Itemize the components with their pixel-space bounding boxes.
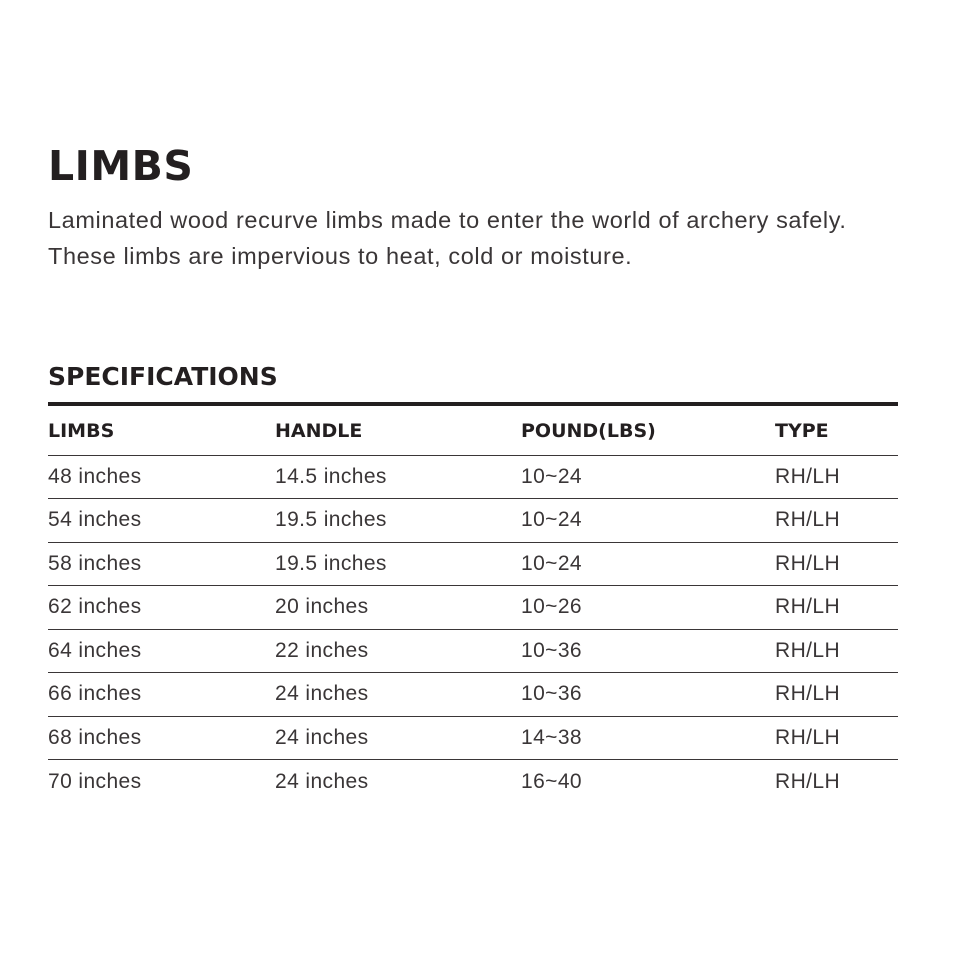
cell-type: RH/LH — [775, 586, 898, 630]
cell-pound: 16~40 — [521, 769, 582, 793]
cell-pound: 10~24 — [521, 455, 775, 499]
table-row — [48, 586, 898, 630]
specifications-heading: SPECIFICATIONS — [48, 362, 278, 391]
cell-limbs: 64 inches — [48, 629, 275, 673]
description-line-1: Laminated wood recurve limbs made to enter the world of archery safely. — [48, 207, 847, 233]
cell-limbs: 58 inches — [48, 542, 275, 586]
product-description — [48, 202, 908, 274]
column-header-handle: HANDLE — [275, 404, 521, 455]
cell-handle: 20 inches — [275, 586, 521, 630]
cell-type: RH/LH — [775, 716, 898, 760]
cell-type: RH/LH — [775, 769, 841, 793]
cell-pound: 10~24 — [521, 542, 775, 586]
cell-limbs: 68 inches — [48, 716, 275, 760]
cell-type: RH/LH — [775, 499, 898, 543]
cell-handle: 24 inches — [275, 716, 521, 760]
cell-limbs: 66 inches — [48, 673, 275, 717]
cell-type: RH/LH — [775, 455, 898, 499]
cell-pound: 10~24 — [521, 499, 775, 543]
cell-limbs: 48 inches — [48, 455, 275, 499]
table-row — [48, 629, 898, 673]
cell-limbs: 54 inches — [48, 499, 275, 543]
cell-type: RH/LH — [775, 673, 898, 717]
table-row — [48, 455, 898, 499]
product-title: LIMBS — [48, 142, 194, 190]
column-header-limbs: LIMBS — [48, 404, 275, 455]
cell-type: RH/LH — [775, 629, 898, 673]
cell-handle: 19.5 inches — [275, 499, 521, 543]
cell-handle: 19.5 inches — [275, 542, 521, 586]
table-row — [48, 760, 898, 804]
table-row — [48, 499, 898, 543]
cell-limbs: 70 inches — [48, 769, 142, 793]
table-row — [48, 716, 898, 760]
cell-handle: 24 inches — [275, 673, 521, 717]
column-header-pound: POUND(LBS) — [521, 404, 775, 455]
cell-handle: 22 inches — [275, 629, 521, 673]
description-line-2: These limbs are impervious to heat, cold or moisture. — [48, 243, 633, 269]
cell-type: RH/LH — [775, 542, 898, 586]
cell-pound: 10~36 — [521, 673, 775, 717]
table-row — [48, 673, 898, 717]
table-row — [48, 542, 898, 586]
table-header-row — [48, 404, 898, 455]
specifications-table — [48, 402, 898, 803]
cell-pound: 10~26 — [521, 586, 775, 630]
cell-handle: 24 inches — [275, 769, 369, 793]
cell-handle: 14.5 inches — [275, 455, 521, 499]
cell-limbs: 62 inches — [48, 586, 275, 630]
column-header-type: TYPE — [775, 404, 898, 455]
cell-pound: 10~36 — [521, 629, 775, 673]
cell-pound: 14~38 — [521, 716, 775, 760]
